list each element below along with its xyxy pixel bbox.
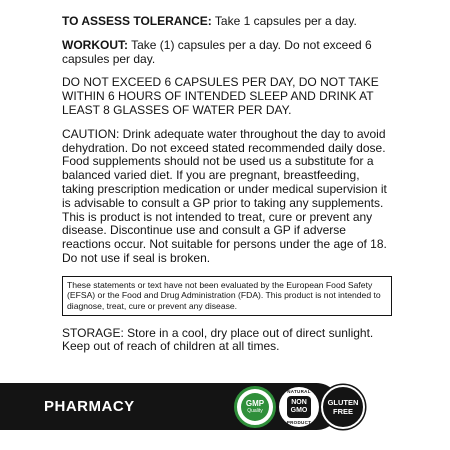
brand-name: PHARMACY — [44, 398, 135, 415]
tolerance-label: TO ASSESS TOLERANCE: — [62, 14, 212, 28]
gluten-free-badge — [321, 385, 365, 429]
gmp-badge-core — [241, 393, 269, 421]
workout-text: Take (1) capsules per a day. Do not exceed 6 capsules per day. — [62, 37, 372, 66]
non-gmo-ring-bottom: PRODUCT — [286, 420, 312, 425]
non-gmo-line1: NON — [291, 399, 307, 406]
storage-paragraph: STORAGE: Store in a cool, dry place out of direct sunlight. Keep out of reach of children at all times. — [62, 325, 374, 354]
non-gmo-line2: GMO — [290, 407, 308, 414]
caution-paragraph: CAUTION: Drink adequate water throughout the day to avoid dehydration. Do not exceed stated recommended daily dose. Food supplements should not be used us a substitute for a balanced varied diet. If you are pregnant, breastfeeding, taking prescription medication or under medical supervision it is advisable to consult a GP prior to taking any supplements. This is product is not intended to treat, cure or prevent any disease. Discontinue use and consult a GP if adverse reactions occur. Not suitable for persons under the age of 18. Do not use if seal is broken. — [62, 126, 387, 265]
workout-label: WORKOUT: — [62, 37, 128, 52]
non-gmo-badge — [277, 385, 321, 429]
gmp-quality-badge — [234, 386, 276, 428]
disclaimer-box: These statements or text have not been evaluated by the European Food Safety (EFSA) or the Food and Drug Administration (FDA). This product is not intended to diagnose, treat, cure or prevent any disease. — [62, 276, 392, 316]
gmp-badge-title: GMP — [245, 399, 265, 408]
label-content — [62, 15, 392, 354]
non-gmo-ring-top: NATURAL — [287, 389, 311, 394]
workout-paragraph — [62, 39, 392, 67]
tolerance-paragraph — [62, 15, 392, 29]
dosage-warning: DO NOT EXCEED 6 CAPSULES PER DAY, DO NOT TAKE WITHIN 6 HOURS OF INTENDED SLEEP AND DRINK AT LEAST 8 GLASSES OF WATER PER DAY. — [62, 75, 379, 117]
gluten-free-line1: GLUTEN — [327, 398, 359, 407]
gluten-free-line2: FREE — [332, 407, 353, 416]
gmp-badge-subtitle: Quality — [247, 408, 263, 414]
tolerance-text: Take 1 capsules per a day. — [211, 14, 357, 28]
non-gmo-core — [287, 396, 311, 418]
